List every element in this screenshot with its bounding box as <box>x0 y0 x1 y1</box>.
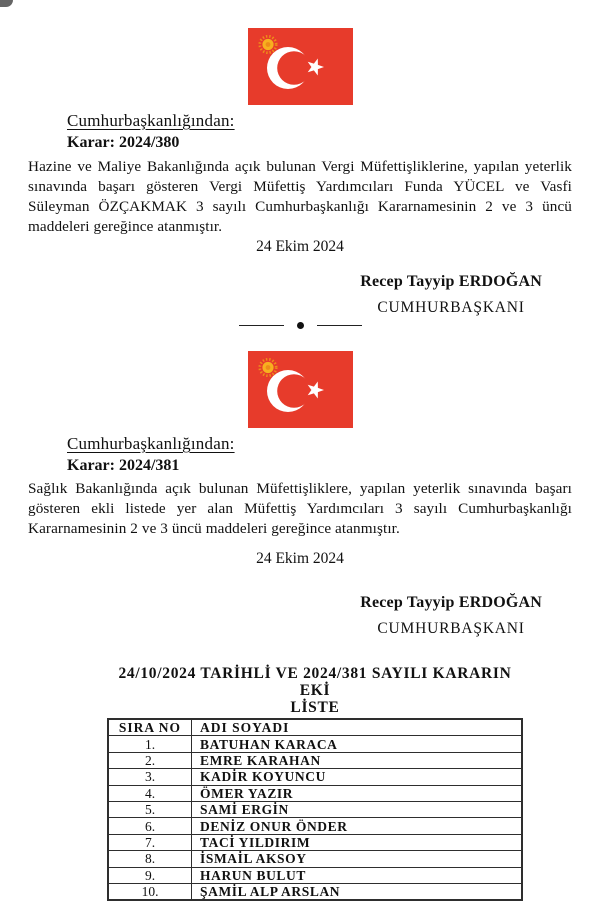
turkish-presidential-flag-icon <box>248 28 353 105</box>
header-sira-no: SIRA NO <box>108 719 192 736</box>
signature-name: Recep Tayyip ERDOĞAN <box>360 273 542 290</box>
row-name-cell: ÖMER YAZIR <box>192 785 523 801</box>
decree-date: 24 Ekim 2024 <box>256 550 344 567</box>
attachment-section <box>105 665 525 901</box>
attachment-title-line1: 24/10/2024 TARİHLİ VE 2024/381 SAYILI KARARIN EKİ <box>118 665 512 699</box>
decree-section-381 <box>0 329 600 638</box>
signature-block <box>360 272 542 317</box>
source-heading: Cumhurbaşkanlığından: <box>67 434 235 453</box>
table-header-row <box>108 719 522 736</box>
row-name-cell: KADİR KOYUNCU <box>192 769 523 785</box>
liste-table-head <box>108 719 522 736</box>
table-row <box>108 752 522 768</box>
row-name-cell: BATUHAN KARACA <box>192 736 523 752</box>
row-name-cell: EMRE KARAHAN <box>192 752 523 768</box>
decision-number: Karar: 2024/380 <box>67 134 180 151</box>
row-name-cell: İSMAİL AKSOY <box>192 851 523 867</box>
row-name-cell: DENİZ ONUR ÖNDER <box>192 818 523 834</box>
table-row <box>108 867 522 883</box>
divider-dot <box>297 322 304 329</box>
row-number-cell: 8. <box>108 851 192 867</box>
row-number-cell: 9. <box>108 867 192 883</box>
signature-name: Recep Tayyip ERDOĞAN <box>360 594 542 611</box>
flag-container <box>0 329 600 428</box>
signature-title: CUMHURBAŞKANI <box>377 620 525 637</box>
table-row <box>108 851 522 867</box>
table-row <box>108 834 522 850</box>
row-number-cell: 4. <box>108 785 192 801</box>
row-number-cell: 5. <box>108 801 192 817</box>
signature-title: CUMHURBAŞKANI <box>377 299 525 316</box>
decree-date: 24 Ekim 2024 <box>256 238 344 255</box>
source-heading: Cumhurbaşkanlığından: <box>67 111 235 130</box>
attachment-title-line2: LİSTE <box>290 699 340 716</box>
row-name-cell: ŞAMİL ALP ARSLAN <box>192 883 523 900</box>
liste-table-body <box>108 736 522 900</box>
row-number-cell: 1. <box>108 736 192 752</box>
table-row <box>108 883 522 900</box>
row-number-cell: 7. <box>108 834 192 850</box>
divider-rule-right <box>317 325 362 327</box>
table-row <box>108 801 522 817</box>
row-number-cell: 10. <box>108 883 192 900</box>
turkish-presidential-flag-icon <box>248 351 353 428</box>
row-number-cell: 6. <box>108 818 192 834</box>
header-adi-soyadi: ADI SOYADI <box>192 719 523 736</box>
decree-section-380 <box>0 0 600 317</box>
decision-number: Karar: 2024/381 <box>67 457 180 474</box>
row-number-cell: 2. <box>108 752 192 768</box>
row-name-cell: HARUN BULUT <box>192 867 523 883</box>
flag-container <box>0 0 600 105</box>
section-divider <box>0 322 600 329</box>
decree-body-text: Sağlık Bakanlığında açık bulunan Müfettişliklere, yapılan yeterlik sınavında başarı gösteren ekli listede yer alan Müfettiş Yardımcıları 3 sayılı Cumhurbaşkanlığı Kararnamesinin 2 ve 3 üncü maddeleri gereğince atanmıştır. <box>28 480 572 537</box>
liste-table <box>107 718 523 901</box>
signature-block <box>360 593 542 638</box>
decree-body-text: Hazine ve Maliye Bakanlığında açık bulunan Vergi Müfettişliklerine, yapılan yeterlik sınavında başarı gösteren Vergi Müfettiş Yardımcıları Funda YÜCEL ve Vasfi Süleyman ÖZÇAKMAK 3 sayılı Cumhurbaşkanlığı Kararnamesinin 2 ve 3 üncü maddeleri gereğince atanmıştır. <box>28 158 572 235</box>
table-row <box>108 769 522 785</box>
table-row <box>108 736 522 752</box>
row-name-cell: TACİ YILDIRIM <box>192 834 523 850</box>
table-row <box>108 785 522 801</box>
row-number-cell: 3. <box>108 769 192 785</box>
table-row <box>108 818 522 834</box>
row-name-cell: SAMİ ERGİN <box>192 801 523 817</box>
divider-rule-left <box>239 325 284 327</box>
